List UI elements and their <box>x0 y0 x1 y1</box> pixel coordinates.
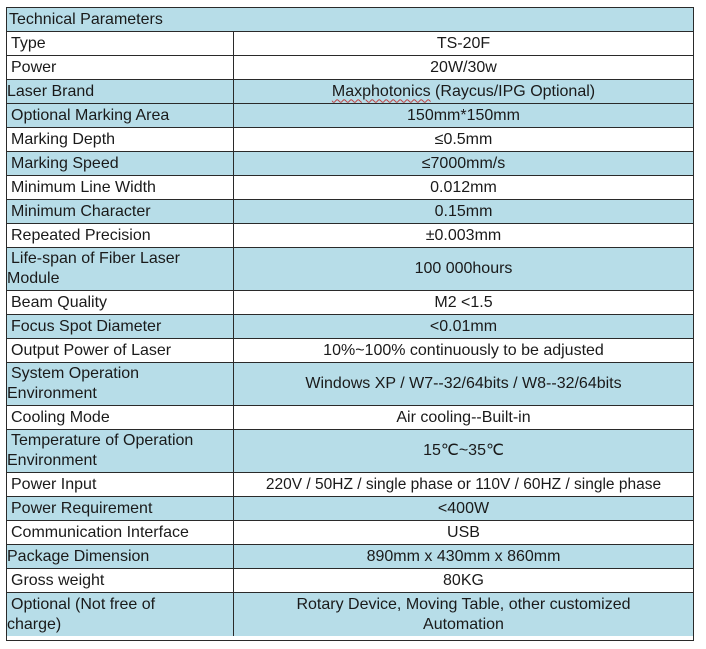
param-value: 0.15mm <box>434 202 493 220</box>
param-value: USB <box>447 523 480 541</box>
param-label <box>7 430 234 472</box>
table-row <box>7 224 693 248</box>
param-value-line: Automation <box>423 615 504 633</box>
table-row <box>7 248 693 291</box>
param-label-line: Temperature of Operation <box>11 432 194 449</box>
table-row <box>7 473 693 497</box>
param-label: Cooling Mode <box>7 406 234 429</box>
param-value: 15℃~35℃ <box>423 442 504 459</box>
param-label: Power <box>7 56 234 79</box>
param-label: Minimum Line Width <box>7 176 234 199</box>
param-label-line: charge) <box>7 615 62 633</box>
param-value: M2 <1.5 <box>434 293 493 311</box>
param-value: 100 000hours <box>414 260 513 277</box>
table-row <box>7 200 693 224</box>
param-value-line: Rotary Device, Moving Table, other customized <box>296 595 631 613</box>
param-value: 80KG <box>443 571 484 589</box>
param-label: Repeated Precision <box>7 224 234 247</box>
param-label: Package Dimension <box>7 545 234 568</box>
table-row <box>7 32 693 56</box>
param-value: 150mm*150mm <box>407 106 520 124</box>
param-label-line: Module <box>7 270 60 287</box>
param-value: Windows XP / W7--32/64bits / W8--32/64bits <box>305 375 622 392</box>
param-label: Optional Marking Area <box>7 104 234 127</box>
param-value: <0.01mm <box>429 317 498 335</box>
param-label-line: System Operation <box>11 365 140 382</box>
table-row <box>7 339 693 363</box>
table-row <box>7 497 693 521</box>
param-value <box>234 80 693 103</box>
table-row <box>7 593 693 636</box>
param-label-line: Optional (Not free of <box>11 595 156 613</box>
param-label: Minimum Character <box>7 200 234 223</box>
param-value: 0.012mm <box>430 178 497 196</box>
table-row <box>7 315 693 339</box>
param-label: Communication Interface <box>7 521 234 544</box>
table-row <box>7 363 693 406</box>
param-label: Beam Quality <box>7 291 234 314</box>
param-label: Output Power of Laser <box>7 339 234 362</box>
table-row <box>7 152 693 176</box>
param-value: ±0.003mm <box>425 226 502 244</box>
table-row <box>7 430 693 473</box>
param-value: Air cooling--Built-in <box>396 408 531 426</box>
table-title: Technical Parameters <box>7 8 693 32</box>
param-label: Type <box>7 32 234 55</box>
table-row <box>7 128 693 152</box>
param-label: Power Requirement <box>7 497 234 520</box>
brand-name: Maxphotonics <box>331 82 431 100</box>
param-value: 890mm x 430mm x 860mm <box>366 547 561 565</box>
param-value: ≤0.5mm <box>434 130 493 148</box>
table-row <box>7 104 693 128</box>
param-label: Marking Depth <box>7 128 234 151</box>
table-row <box>7 569 693 593</box>
param-label: Power Input <box>7 473 234 496</box>
param-label: Laser Brand <box>7 80 234 103</box>
param-label-line: Environment <box>7 385 97 402</box>
param-value: ≤7000mm/s <box>421 154 506 172</box>
param-label-line: Environment <box>7 452 97 469</box>
param-label <box>7 363 234 405</box>
table-row <box>7 521 693 545</box>
param-value: 20W/30w <box>430 58 497 76</box>
param-label: Marking Speed <box>7 152 234 175</box>
param-label: Gross weight <box>7 569 234 592</box>
param-label <box>7 248 234 290</box>
param-value: <400W <box>437 499 490 517</box>
table-row <box>7 406 693 430</box>
param-label <box>7 593 234 636</box>
table-row <box>7 80 693 104</box>
table-row <box>7 56 693 80</box>
technical-parameters-table <box>6 7 694 641</box>
param-label-line: Life-span of Fiber Laser <box>11 250 180 267</box>
param-value <box>234 593 693 636</box>
brand-options: (Raycus/IPG Optional) <box>430 82 596 100</box>
table-row <box>7 545 693 569</box>
table-row <box>7 291 693 315</box>
table-row <box>7 176 693 200</box>
param-value: 220V / 50HZ / single phase or 110V / 60HZ / single phase <box>265 475 662 493</box>
param-value: TS-20F <box>436 34 491 52</box>
param-label: Focus Spot Diameter <box>7 315 234 338</box>
param-value: 10%~100% continuously to be adjusted <box>323 341 604 359</box>
